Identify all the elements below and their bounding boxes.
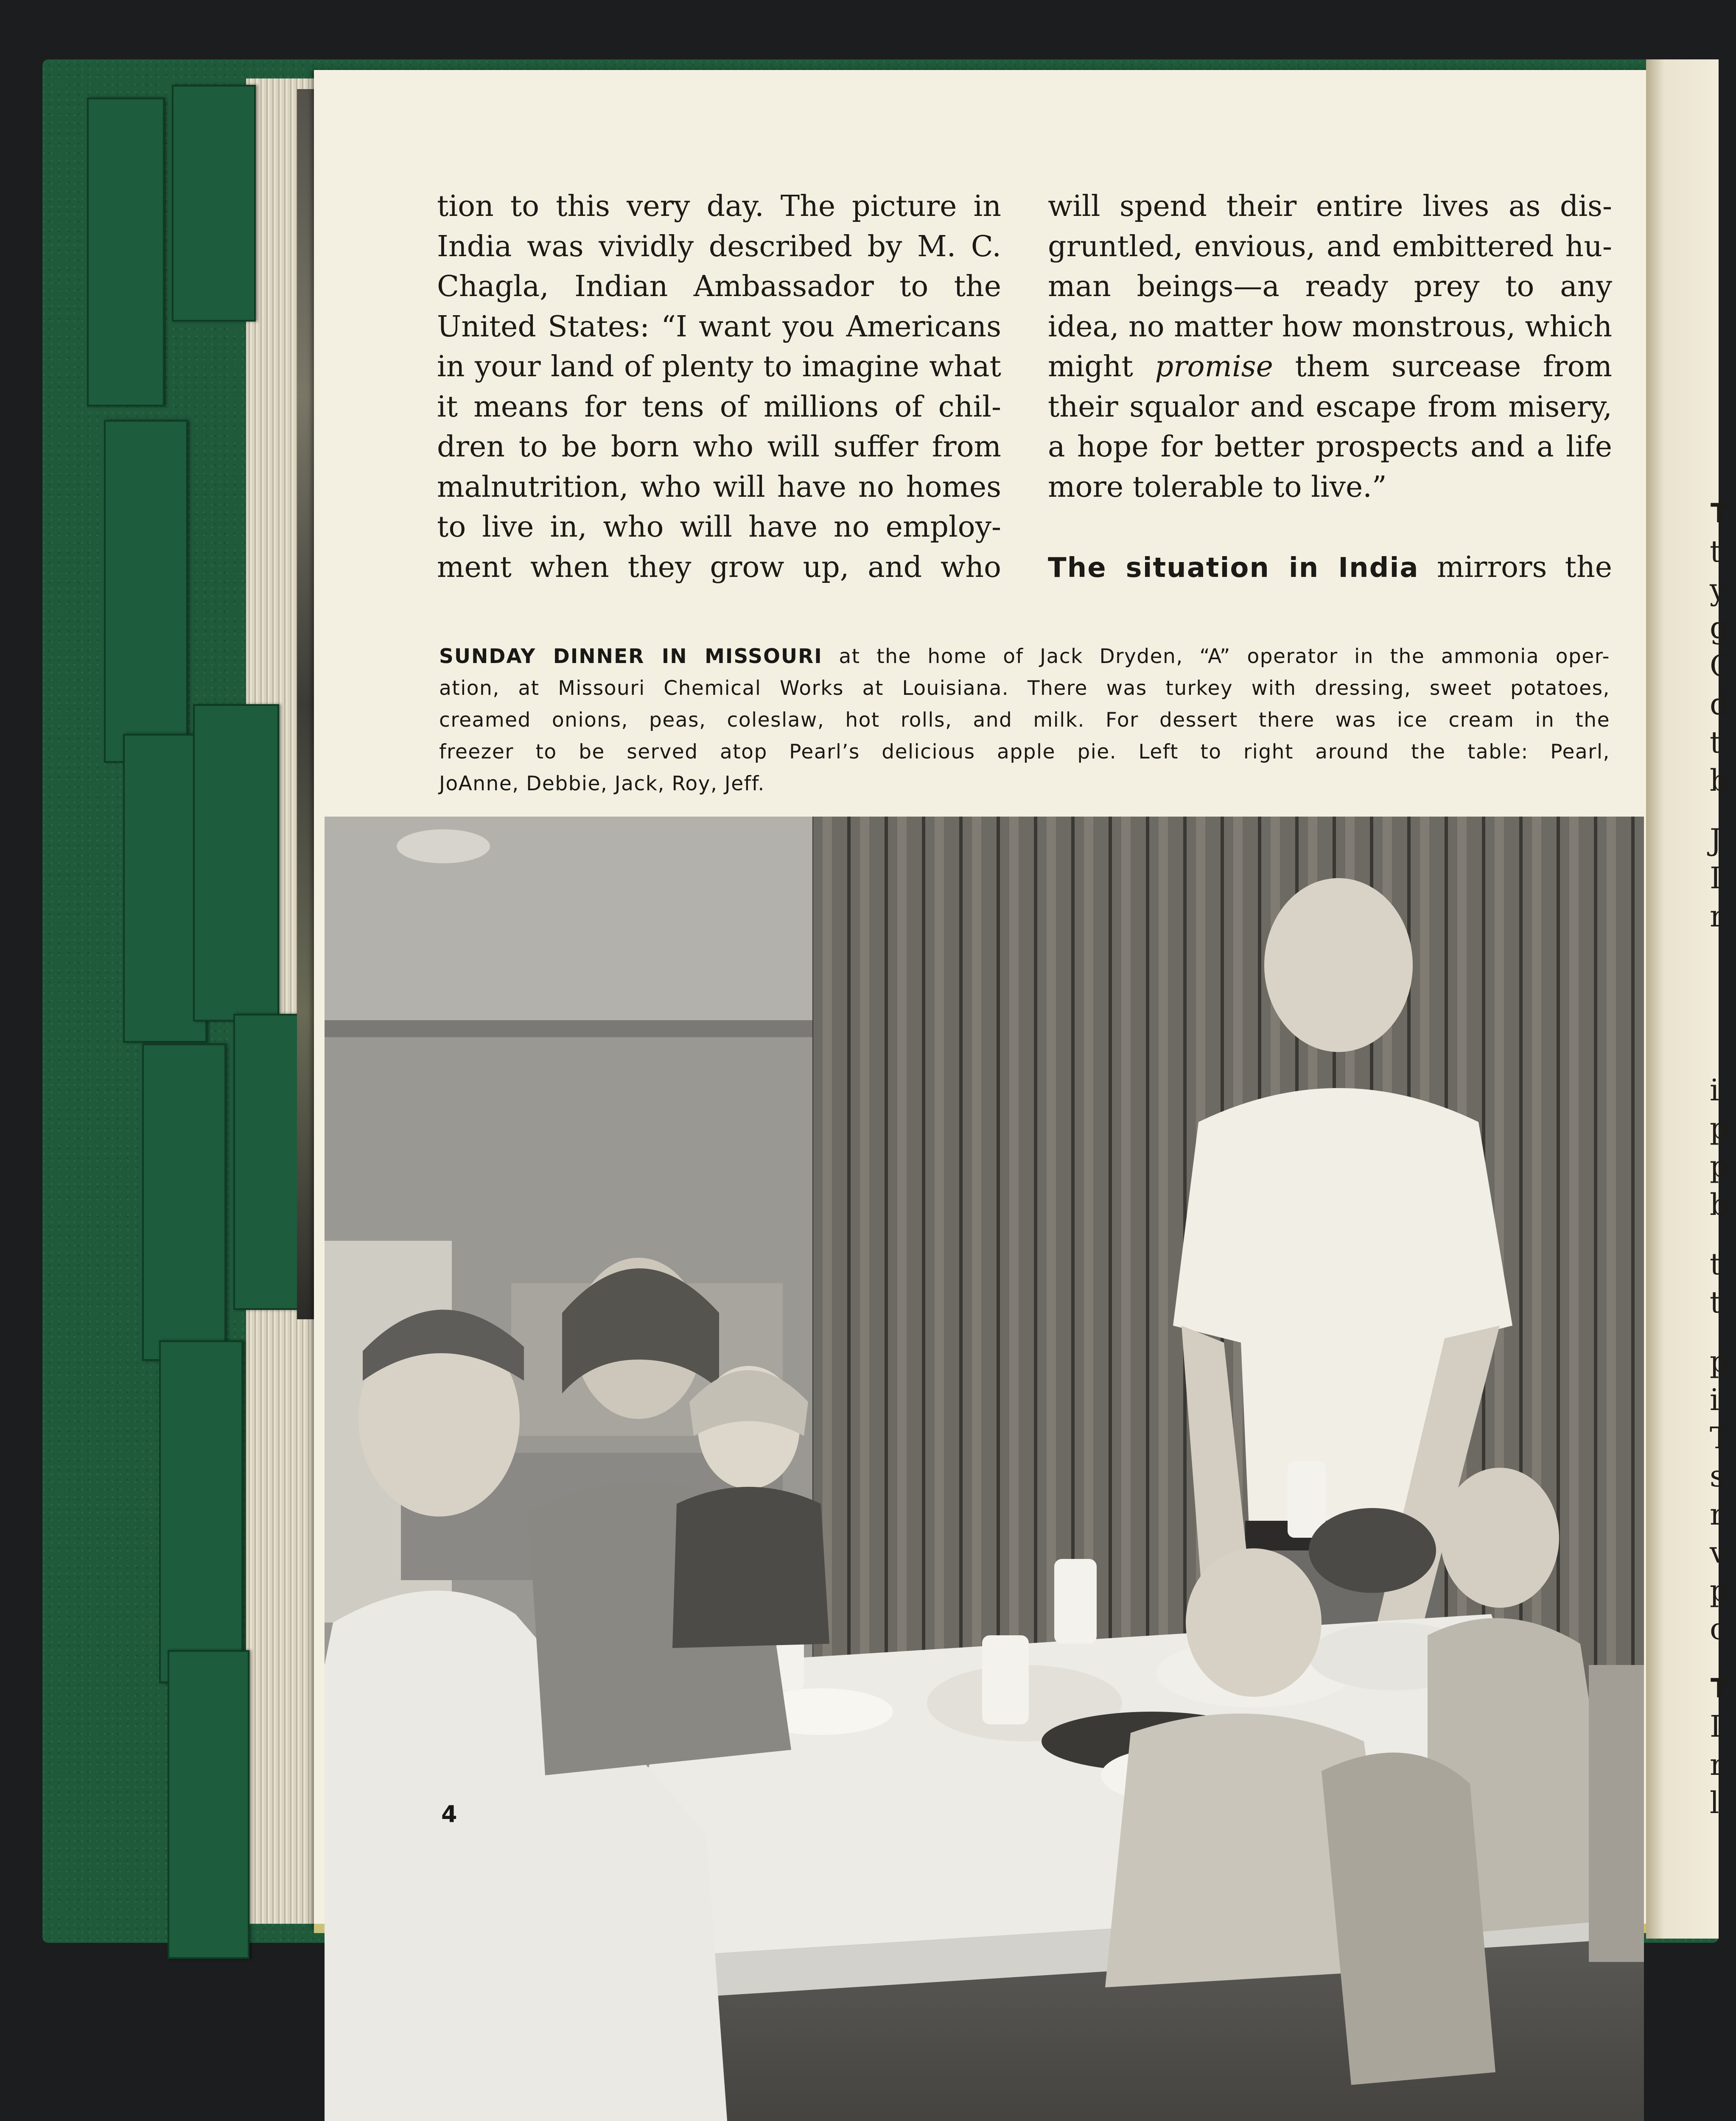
photo-caption xyxy=(439,641,1610,800)
text-line: Chagla, Indian Ambassador to the xyxy=(437,270,1001,303)
caption-heading: SUNDAY DINNER IN MISSOURI xyxy=(439,645,823,668)
text-line: gruntled, envious, and embittered hu- xyxy=(1048,229,1612,263)
facing-fragment: i xyxy=(1710,1382,1719,1417)
text-line: malnutrition, who will have no homes xyxy=(437,470,1001,504)
facing-fragment: v xyxy=(1710,1535,1727,1570)
index-tab[interactable] xyxy=(168,1650,249,1959)
facing-page xyxy=(1646,59,1733,1939)
index-tab[interactable] xyxy=(159,1340,243,1683)
body-text-right-column xyxy=(1048,187,1612,588)
text-fragment: might xyxy=(1048,350,1133,383)
facing-fragment: J xyxy=(1710,823,1722,857)
facing-fragment: t xyxy=(1710,1247,1722,1282)
emphasized-word: promise xyxy=(1155,350,1273,383)
family-dinner-photo xyxy=(325,817,1644,2121)
page-number: 4 xyxy=(441,1801,457,1827)
text-line: their squalor and escape from misery, xyxy=(1048,390,1612,424)
text-line: will spend their entire lives as dis- xyxy=(1048,190,1612,223)
facing-fragment: l xyxy=(1710,1785,1719,1820)
caption-line: ation, at Missouri Chemical Works at Louisiana. There was turkey with dressing, sweet potatoes, xyxy=(439,677,1610,700)
facing-fragment: T xyxy=(1711,498,1729,529)
facing-fragment: c xyxy=(1710,1612,1727,1646)
facing-fragment: d xyxy=(1710,687,1729,722)
text-line: more tolerable to live.” xyxy=(1048,470,1387,504)
text-line: to live in, who will have no employ- xyxy=(437,510,1001,544)
facing-fragment: p xyxy=(1710,1111,1729,1146)
facing-fragment: T xyxy=(1711,1673,1729,1704)
index-tab[interactable] xyxy=(142,1044,226,1361)
text-line: ment when they grow up, and who xyxy=(437,550,1001,584)
caption-line xyxy=(439,641,1610,672)
facing-fragment: r xyxy=(1710,1497,1724,1532)
index-tab[interactable] xyxy=(172,85,256,322)
facing-fragment: p xyxy=(1710,1149,1729,1184)
facing-fragment: p xyxy=(1710,1573,1729,1608)
index-tab[interactable] xyxy=(104,420,188,763)
facing-fragment: b xyxy=(1710,763,1729,798)
text-line: man beings—a ready prey to any xyxy=(1048,270,1612,303)
caption-text: at the home of Jack Dryden, “A” operator in the ammonia oper- xyxy=(839,645,1610,668)
body-text-left-column xyxy=(437,187,1001,588)
facing-fragment: s xyxy=(1710,1459,1725,1494)
facing-fragment: T xyxy=(1710,1421,1730,1455)
text-line: in your land of plenty to imagine what xyxy=(437,350,1001,383)
text-fragment: mirrors the xyxy=(1436,550,1612,584)
facing-fragment: p xyxy=(1710,1344,1729,1379)
text-line: India was vividly described by M. C. xyxy=(437,229,1001,263)
text-line-with-emphasis xyxy=(1048,347,1612,387)
caption-line: creamed onions, peas, coleslaw, hot rolls, and milk. For dessert there was ice cream in the xyxy=(439,708,1610,732)
text-line: it means for tens of millions of chil- xyxy=(437,390,1001,424)
caption-line: freezer to be served atop Pearl’s delicious apple pie. Left to right around the table: Pearl, xyxy=(439,740,1610,764)
facing-fragment: t xyxy=(1710,534,1722,569)
index-tab[interactable] xyxy=(193,704,279,1021)
facing-fragment: r xyxy=(1710,1747,1724,1782)
facing-fragment: r xyxy=(1710,899,1724,934)
text-line: a hope for better prospects and a life xyxy=(1048,430,1612,464)
facing-fragment: I xyxy=(1710,861,1722,895)
text-line: United States: “I want you Americans xyxy=(437,310,1001,344)
facing-fragment: t xyxy=(1710,1285,1722,1320)
facing-fragment: t xyxy=(1710,725,1722,760)
facing-fragment: y xyxy=(1710,572,1727,607)
facing-fragment: g xyxy=(1710,610,1729,645)
index-tab[interactable] xyxy=(87,98,165,406)
section-lead-in: The situation in India xyxy=(1048,552,1419,584)
facing-fragment: b xyxy=(1710,1187,1729,1222)
caption-line: JoAnne, Debbie, Jack, Roy, Jeff. xyxy=(439,772,765,795)
text-line: dren to be born who will suffer from xyxy=(437,430,1001,464)
text-fragment: them surcease from xyxy=(1295,350,1612,383)
text-line: idea, no matter how monstrous, which xyxy=(1048,310,1612,344)
facing-fragment: i xyxy=(1710,1073,1719,1108)
section-lead-line xyxy=(1048,548,1612,588)
text-line: tion to this very day. The picture in xyxy=(437,190,1001,223)
facing-fragment: C xyxy=(1710,649,1733,683)
facing-fragment: I xyxy=(1710,1709,1722,1744)
